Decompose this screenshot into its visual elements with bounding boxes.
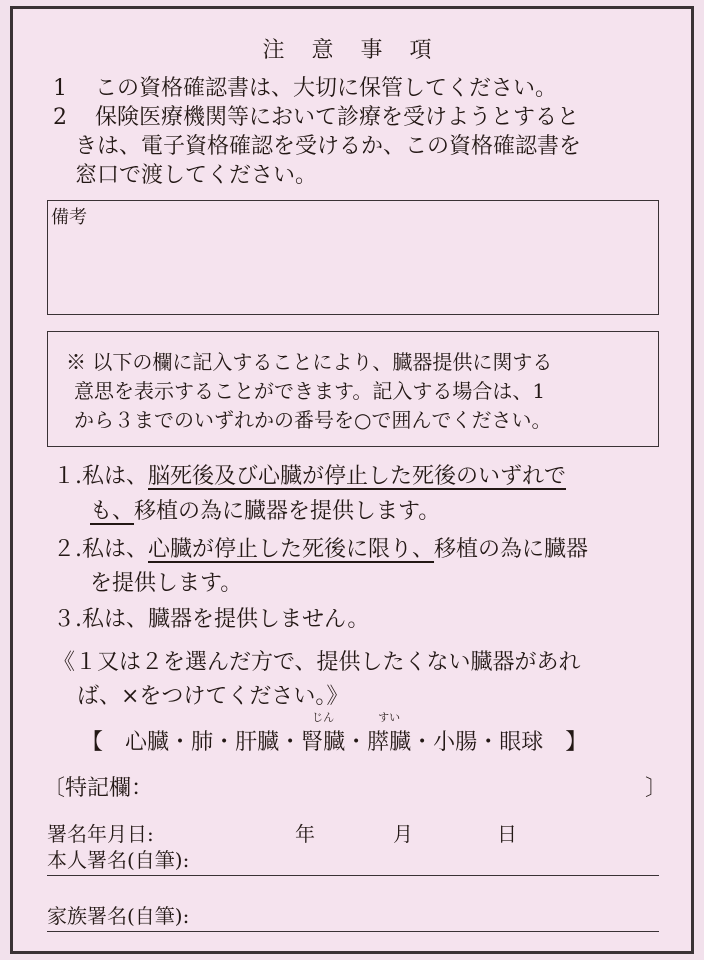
sign-date-label: 署名年月日: [47,822,154,846]
organ-pancreas[interactable] [367,711,412,758]
organ-lung[interactable]: 肺 [191,730,214,755]
organ-liver[interactable]: 肝臓 [235,730,280,755]
organ-sep: ・ [169,730,192,755]
option-2-cont: を提供します。 [90,571,243,596]
organ-sep: ・ [213,730,236,755]
organ-pancreas-label: 膵臓 [367,730,412,755]
option-2-prefix: ２.私は、 [53,537,148,562]
option-2[interactable] [53,535,588,565]
notice-2-number: 2 [53,105,67,130]
sign-day: 日 [497,822,517,846]
remarks-label: 備考 [51,207,87,228]
option-1-rest: 移植の為に臓器を提供します。 [134,499,441,524]
organ-sep: ・ [411,730,434,755]
special-notes-field[interactable] [163,771,633,803]
family-signature-line[interactable] [47,931,659,932]
organ-note-line2: 意思を表示することができます。記入する場合は、1 [74,379,546,403]
organ-note-line1: ※ 以下の欄に記入することにより、臓器提供に関する [66,350,553,374]
organ-kidney-ruby: じん [312,711,335,724]
organ-intestine[interactable]: 小腸 [433,730,478,755]
option-1-cont [90,497,440,527]
organ-eye[interactable]: 眼球 [499,730,544,755]
special-notes-close: 〕 [645,776,668,801]
exclude-note-line2: ば、×をつけてください。》 [77,684,349,709]
notice-2-line3: 窓口で渡してください。 [75,163,318,188]
organ-sep: ・ [345,730,368,755]
special-notes-label: 〔特記欄： [43,776,154,801]
organ-list [81,711,588,758]
organ-note-line3: から３までのいずれかの番号を○で囲んでください。 [74,408,552,432]
organ-kidney-label: 腎臓 [301,730,346,755]
insurance-notice-card [10,6,694,954]
sign-year: 年 [295,822,315,846]
sign-month: 月 [393,822,413,846]
option-2-underlined: 心臓が停止した死後に限り、 [148,537,435,562]
notice-2-line1: 保険医療機関等において診療を受けようとすると [95,105,580,130]
organ-sep: ・ [477,730,500,755]
notice-1-number: 1 [53,76,67,101]
organ-list-open: 【 [81,730,104,755]
organ-heart[interactable]: 心臓 [125,730,170,755]
organ-kidney[interactable] [301,711,346,758]
option-1[interactable] [53,462,566,492]
organ-list-close: 】 [565,730,588,755]
remarks-box[interactable] [47,200,659,315]
exclude-note-line1: 《１又は２を選んだ方で、提供したくない臓器があれ [53,650,581,675]
self-signature-label: 本人署名(自筆): [47,848,190,872]
notice-2-line2: きは、電子資格確認を受けるか、この資格確認書を [75,134,582,159]
organ-donation-note-box [47,331,659,447]
family-signature-label: 家族署名(自筆): [47,904,190,928]
option-1-underlined: 脳死後及び心臓が停止した死後のいずれで [148,464,567,489]
page-title: 注 意 事 項 [262,38,442,63]
option-3[interactable]: ３.私は、臓器を提供しません。 [53,607,370,632]
organ-pancreas-ruby: すい [378,711,401,724]
organ-sep: ・ [279,730,302,755]
option-2-rest: 移植の為に臓器 [434,537,589,562]
option-1-prefix: １.私は、 [53,464,148,489]
option-1-underlined-end: も、 [90,499,135,524]
self-signature-line[interactable] [47,875,659,876]
notice-1-text: この資格確認書は、大切に保管してください。 [95,76,558,101]
